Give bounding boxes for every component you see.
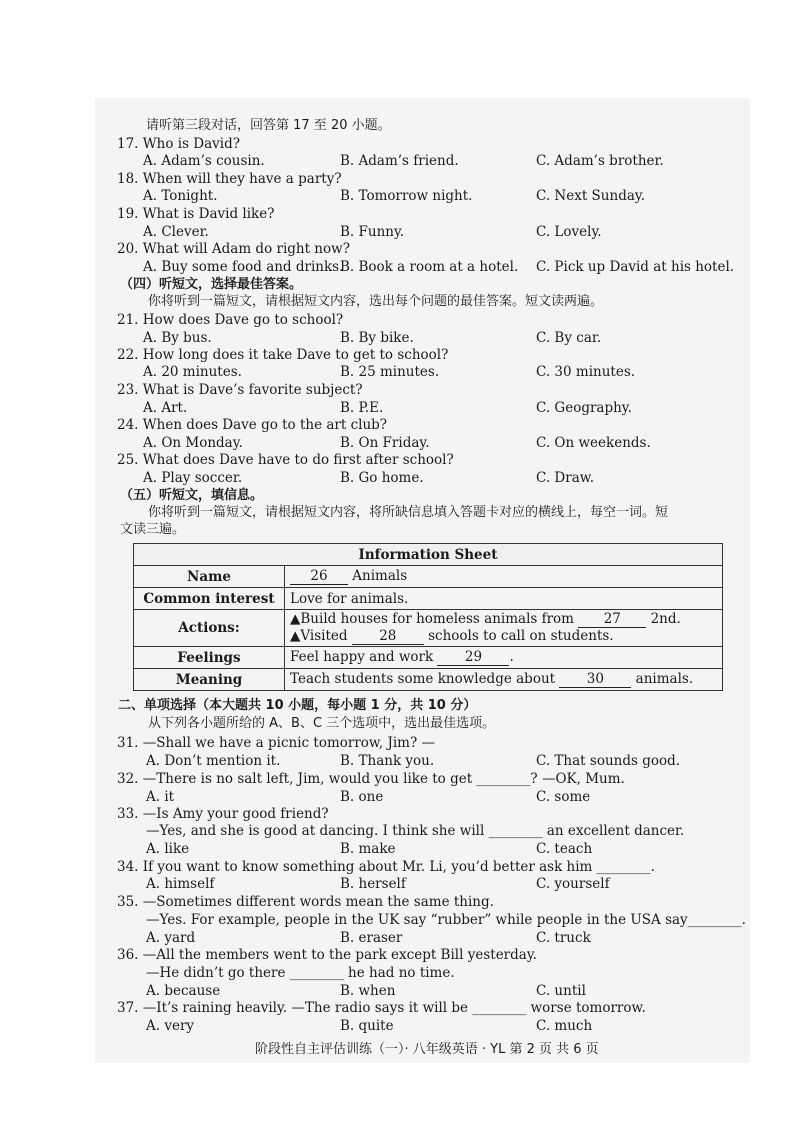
q19-option-a: A. Clever. [143,224,209,240]
q25-option-b: B. Go home. [340,470,424,486]
question-22: 22. How long does it take Dave to get to school? [117,347,449,363]
q37-option-a: A. very [146,1018,195,1034]
action2-post: schools to call on students. [428,628,614,644]
blank-30[interactable]: 30 [559,671,631,688]
blank-27[interactable]: 27 [578,611,646,628]
q24-option-c: C. On weekends. [536,435,651,451]
part5-instructions-line2: 文读三遍。 [120,522,186,537]
meaning-text: Teach students some knowledge about [290,671,556,687]
q36-option-a: A. because [146,983,221,999]
question-35-line2: —Yes. For example, people in the UK say “rubber” while people in the USA say________. [146,912,746,928]
meaning-cell [285,669,723,691]
q25-option-a: A. Play soccer. [143,470,243,486]
meaning-post: animals. [635,671,694,687]
q19-option-b: B. Funny. [340,224,405,240]
q18-option-c: C. Next Sunday. [536,188,646,204]
q22-option-b: B. 25 minutes. [340,364,440,380]
blank-29[interactable]: 29 [437,649,509,666]
question-31: 31. —Shall we have a picnic tomorrow, Jim? — [117,735,436,751]
page-footer: 阶段性自主评估训练（一）· 八年级英语 · YL 第 2 页 共 6 页 [255,1042,599,1057]
q31-option-a: A. Don’t mention it. [146,753,281,769]
q23-option-c: C. Geography. [536,400,632,416]
q32-option-a: A. it [146,789,175,805]
q21-option-a: A. By bus. [143,330,212,346]
q25-option-c: C. Draw. [536,470,595,486]
action2-text: ▲Visited [290,628,348,644]
q19-option-c: C. Lovely. [536,224,602,240]
actions-cell [285,610,723,647]
information-sheet-table [133,543,723,691]
part4-heading: （四）听短文，选择最佳答案。 [120,277,303,292]
q23-option-a: A. Art. [143,400,188,416]
question-36: 36. —All the members went to the park except Bill yesterday. [117,947,537,963]
question-24: 24. When does Dave go to the art club? [117,417,388,433]
table-row-name [134,566,723,588]
q33-option-b: B. make [340,841,396,857]
q37-option-b: B. quite [340,1018,394,1034]
action1-post: 2nd. [650,611,681,627]
part4-instructions: 你将听到一篇短文，请根据短文内容，选出每个问题的最佳答案。短文读两遍。 [148,294,604,309]
q17-option-b: B. Adam’s friend. [340,153,459,169]
q35-option-c: C. truck [536,930,591,946]
interest-text: Love for animals. [285,588,723,610]
q32-option-c: C. some [536,789,591,805]
table-title: Information Sheet [134,544,723,566]
q35-option-a: A. yard [146,930,196,946]
feelings-text: Feel happy and work [290,649,434,665]
question-17: 17. Who is David? [117,136,240,152]
question-32: 32. —There is no salt left, Jim, would you like to get ________? —OK, Mum. [117,771,625,787]
q35-option-b: B. eraser [340,930,403,946]
q37-option-c: C. much [536,1018,593,1034]
part5-heading: （五）听短文，填信息。 [120,488,264,503]
q18-option-a: A. Tonight. [143,188,218,204]
table-title-row [134,544,723,566]
q34-option-a: A. himself [146,876,215,892]
q31-option-b: B. Thank you. [340,753,435,769]
feelings-cell [285,647,723,669]
q21-option-c: C. By car. [536,330,602,346]
question-25: 25. What does Dave have to do first after school? [117,452,454,468]
q17-option-c: C. Adam’s brother. [536,153,664,169]
q33-option-c: C. teach [536,841,593,857]
q23-option-b: B. P.E. [340,400,384,416]
section2-instructions: 从下列各小题所给的 A、B、C 三个选项中，选出最佳选项。 [148,716,496,731]
action1-text: ▲Build houses for homeless animals from [290,611,574,627]
q36-option-b: B. when [340,983,396,999]
q34-option-c: C. yourself [536,876,610,892]
q20-option-b: B. Book a room at a hotel. [340,259,519,275]
q24-option-b: B. On Friday. [340,435,430,451]
blank-28[interactable]: 28 [352,628,424,645]
q32-option-b: B. one [340,789,384,805]
q24-option-a: A. On Monday. [143,435,243,451]
part3-intro: 请听第三段对话，回答第 17 至 20 小题。 [146,118,391,133]
feelings-label: Feelings [134,647,285,669]
feelings-post: . [509,649,514,665]
name-cell [285,566,723,588]
question-36-line2: —He didn’t go there ________ he had no time. [146,965,455,981]
section2-heading: 二、单项选择（本大题共 10 小题，每小题 1 分，共 10 分） [118,698,477,713]
q22-option-c: C. 30 minutes. [536,364,636,380]
question-33: 33. —Is Amy your good friend? [117,806,329,822]
q18-option-b: B. Tomorrow night. [340,188,473,204]
table-row-feelings [134,647,723,669]
question-21: 21. How does Dave go to school? [117,312,344,328]
question-33-line2: —Yes, and she is good at dancing. I think she will ________ an excellent dancer. [146,823,685,839]
meaning-label: Meaning [134,669,285,691]
q22-option-a: A. 20 minutes. [143,364,242,380]
question-20: 20. What will Adam do right now? [117,241,350,257]
question-34: 34. If you want to know something about Mr. Li, you’d better ask him ________. [117,859,655,875]
q31-option-c: C. That sounds good. [536,753,681,769]
q36-option-c: C. until [536,983,586,999]
q20-option-a: A. Buy some food and drinks. [143,259,344,275]
question-18: 18. When will they have a party? [117,171,342,187]
name-text: Animals [352,568,408,584]
question-37: 37. —It’s raining heavily. —The radio says it will be ________ worse tomorrow. [117,1000,646,1016]
q17-option-a: A. Adam’s cousin. [143,153,265,169]
question-19: 19. What is David like? [117,206,275,222]
table-row-meaning [134,669,723,691]
q34-option-b: B. herself [340,876,406,892]
q21-option-b: B. By bike. [340,330,414,346]
interest-label: Common interest [134,588,285,610]
table-row-interest [134,588,723,610]
question-23: 23. What is Dave’s favorite subject? [117,382,363,398]
blank-26[interactable]: 26 [290,568,348,585]
q33-option-a: A. like [146,841,190,857]
name-label: Name [134,566,285,588]
question-35: 35. —Sometimes different words mean the same thing. [117,894,494,910]
actions-label: Actions: [134,610,285,647]
part5-instructions-line1: 你将听到一篇短文，请根据短文内容，将所缺信息填入答题卡对应的横线上，每空一词。短 [148,505,669,520]
q20-option-c: C. Pick up David at his hotel. [536,259,735,275]
table-row-actions [134,610,723,647]
